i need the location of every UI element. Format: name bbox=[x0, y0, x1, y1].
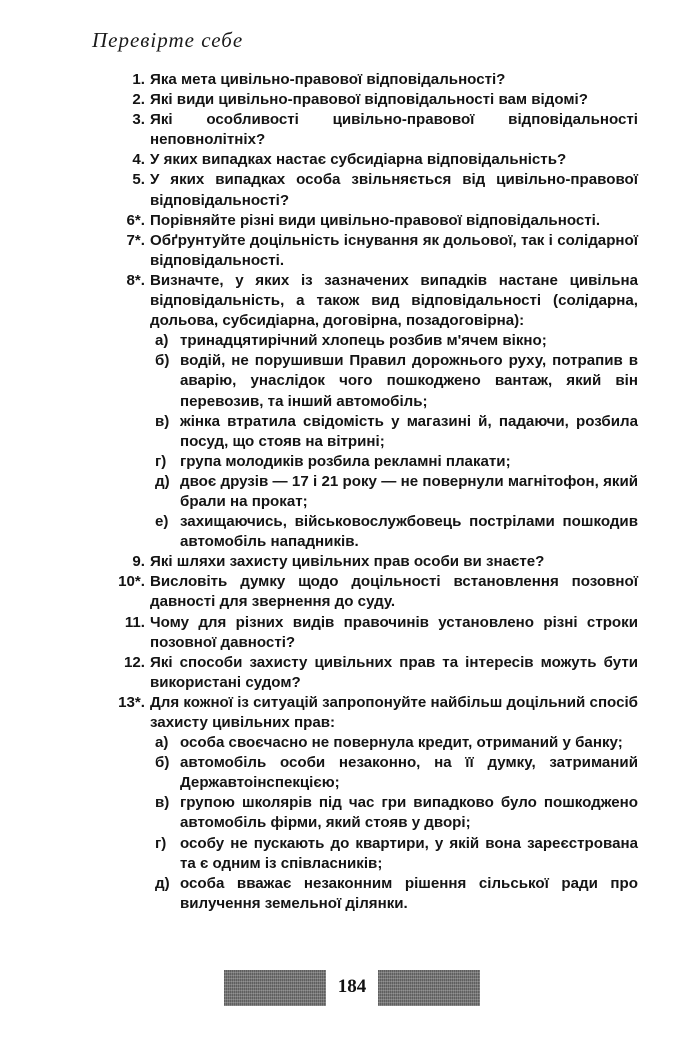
sub-item bbox=[150, 874, 638, 914]
question-number: 3. bbox=[132, 111, 145, 129]
sub-item-list bbox=[150, 733, 638, 914]
question-item bbox=[118, 70, 638, 90]
question-number: 8*. bbox=[126, 271, 145, 289]
sub-item-letter: д) bbox=[155, 874, 170, 892]
question-text: Порівняйте різні види цивільно-правової відповідальності. bbox=[150, 211, 601, 229]
sub-item-text: автомобіль особи незаконно, на її думку, затриманий Державтоінспекцією; bbox=[180, 754, 638, 792]
question-text: Які способи захисту цивільних прав та інтересів можуть бути використані судом? bbox=[150, 653, 638, 691]
question-text: У яких випадках настає субсидіарна відповідальність? bbox=[150, 151, 567, 169]
question-text: Для кожної із ситуацій запропонуйте найбільш доцільний спосіб захисту цивільних прав: bbox=[150, 693, 638, 731]
sub-item-letter: а) bbox=[155, 734, 169, 752]
sub-item bbox=[150, 834, 638, 874]
sub-item bbox=[150, 351, 638, 411]
sub-item bbox=[150, 452, 638, 472]
question-text: Які види цивільно-правової відповідальності вам відомі? bbox=[150, 91, 588, 109]
sub-item-list bbox=[150, 331, 638, 552]
question-text: Чому для різних видів правочинів установлено різні строки позовної давності? bbox=[150, 613, 638, 651]
sub-item-letter: в) bbox=[155, 412, 170, 430]
sub-item-text: тринадцятирічний хлопець розбив м'ячем вікно; bbox=[180, 332, 547, 350]
question-item bbox=[118, 170, 638, 210]
question-number: 5. bbox=[132, 171, 145, 189]
sub-item-text: особа своєчасно не повернула кредит, отриманий у банку; bbox=[180, 734, 623, 752]
question-item bbox=[118, 653, 638, 693]
sub-item-text: водій, не порушивши Правил дорожнього руху, потрапив в аварію, унаслідок чого пошкоджено вантаж, який він перевозив, та інший автомобіль; bbox=[180, 352, 638, 410]
question-item bbox=[118, 572, 638, 612]
sub-item-text: жінка втратила свідомість у магазині й, падаючи, розбила посуд, що стояв на вітрині; bbox=[180, 412, 638, 450]
sub-item bbox=[150, 472, 638, 512]
sub-item-text: група молодиків розбила рекламні плакати; bbox=[180, 452, 511, 470]
sub-item bbox=[150, 412, 638, 452]
question-number: 13*. bbox=[118, 693, 145, 711]
sub-item-letter: г) bbox=[155, 834, 167, 852]
sub-item-letter: д) bbox=[155, 472, 170, 490]
sub-item bbox=[150, 733, 638, 753]
question-item bbox=[118, 271, 638, 552]
question-number: 10*. bbox=[118, 573, 145, 591]
sub-item-text: групою школярів під час гри випадково було пошкоджено автомобіль фірми, який стояв у дворі; bbox=[180, 794, 638, 832]
question-number: 12. bbox=[124, 653, 145, 671]
question-number: 9. bbox=[132, 553, 145, 571]
question-number: 7*. bbox=[126, 231, 145, 249]
sub-item bbox=[150, 793, 638, 833]
question-item bbox=[118, 693, 638, 914]
question-number: 6*. bbox=[126, 211, 145, 229]
question-text: Яка мета цивільно-правової відповідальності? bbox=[150, 71, 506, 88]
question-text: Які особливості цивільно-правової відповідальності неповнолітніх? bbox=[150, 111, 638, 149]
question-item bbox=[118, 90, 638, 110]
section-title: Перевірте себе bbox=[92, 28, 244, 52]
question-item bbox=[118, 211, 638, 231]
sub-item-letter: а) bbox=[155, 332, 169, 350]
question-list bbox=[118, 70, 638, 914]
question-text: Визначте, у яких із зазначених випадків настане цивільна відповідальність, а також вид відповідальності (солідарна, дольова, субсидіарна, договірна, позадоговірна): bbox=[150, 271, 638, 330]
question-number: 4. bbox=[132, 151, 145, 169]
sub-item-text: особу не пускають до квартири, у якій вона зареєстрована та є одним із співласників; bbox=[180, 834, 638, 872]
page-number: 184 bbox=[337, 976, 367, 997]
page-number-shade-right bbox=[378, 970, 480, 1006]
sub-item-letter: е) bbox=[155, 513, 169, 531]
page-number-bar bbox=[224, 970, 480, 1010]
question-item bbox=[118, 231, 638, 271]
question-number: 11. bbox=[124, 613, 145, 631]
question-text: У яких випадках особа звільняється від цивільно-правової відповідальності? bbox=[150, 171, 638, 209]
question-item bbox=[118, 613, 638, 653]
sub-item-letter: б) bbox=[155, 754, 170, 772]
question-text: Які шляхи захисту цивільних прав особи ви знаєте? bbox=[150, 553, 545, 571]
question-number: 2. bbox=[132, 91, 145, 109]
question-text: Висловіть думку щодо доцільності встановлення позовної давності для звернення до суду. bbox=[150, 573, 638, 611]
sub-item-letter: б) bbox=[155, 352, 170, 370]
sub-item-text: захищаючись, військовослужбовець пострілами пошкодив автомобіль нападників. bbox=[180, 513, 638, 551]
sub-item-letter: в) bbox=[155, 794, 170, 812]
sub-item-text: двоє друзів — 17 і 21 року — не повернули магнітофон, який брали на прокат; bbox=[180, 472, 638, 510]
question-item bbox=[118, 110, 638, 150]
question-item bbox=[118, 552, 638, 572]
question-text: Обґрунтуйте доцільність існування як дольової, так і солідарної відповідальності. bbox=[150, 231, 638, 269]
sub-item-text: особа вважає незаконним рішення сільської ради про вилучення земельної ділянки. bbox=[180, 874, 638, 912]
sub-item bbox=[150, 753, 638, 793]
question-number: 1. bbox=[132, 71, 145, 88]
sub-item bbox=[150, 512, 638, 552]
sub-item-letter: г) bbox=[155, 452, 167, 470]
question-item bbox=[118, 150, 638, 170]
page-number-shade-left bbox=[224, 970, 326, 1006]
sub-item bbox=[150, 331, 638, 351]
